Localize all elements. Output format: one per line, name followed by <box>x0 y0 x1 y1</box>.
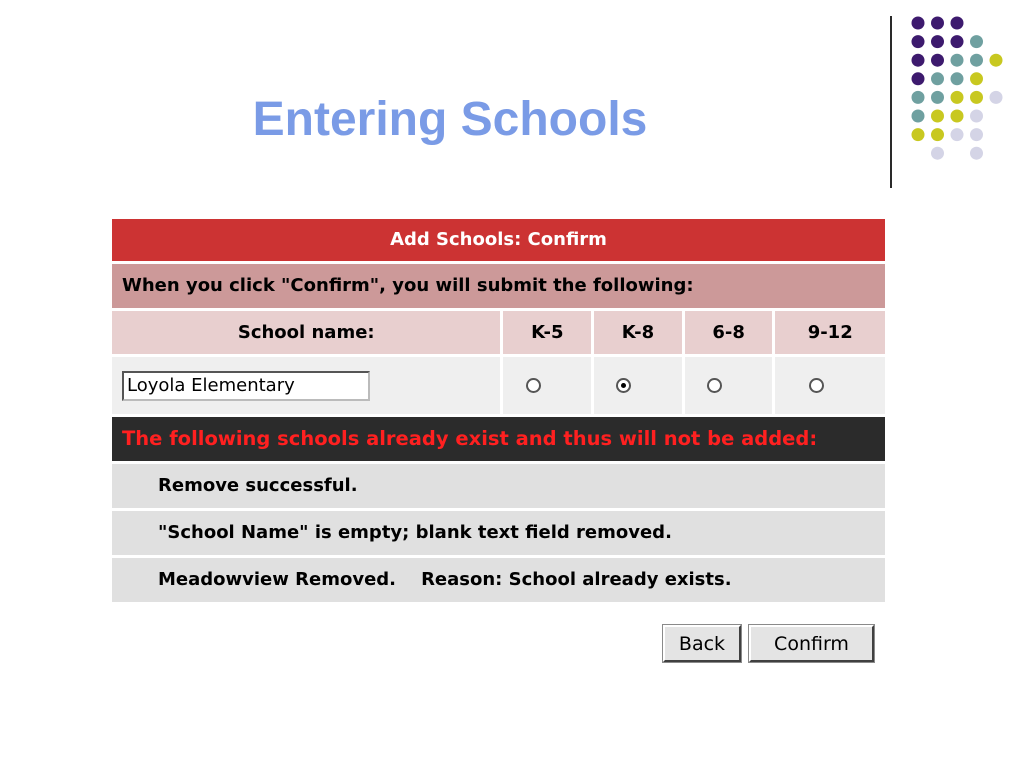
decorative-dot <box>912 91 925 104</box>
decorative-dot <box>931 91 944 104</box>
column-header-6-8: 6-8 <box>685 311 773 354</box>
school-name-input[interactable] <box>122 371 370 401</box>
confirm-button[interactable]: Confirm <box>749 625 874 662</box>
panel-header: Add Schools: Confirm <box>112 219 885 261</box>
column-header-k5: K-5 <box>503 311 591 354</box>
decorative-dot <box>912 35 925 48</box>
decorative-dot <box>931 35 944 48</box>
decorative-dot <box>990 54 1003 67</box>
decorative-dot <box>951 110 964 123</box>
decorative-dot <box>951 128 964 141</box>
decorative-dot <box>931 110 944 123</box>
school-entry-row <box>112 357 885 414</box>
existing-schools-warning: The following schools already exist and thus will not be added: <box>112 417 885 461</box>
form-actions <box>663 625 874 662</box>
decorative-dot <box>931 128 944 141</box>
decorative-dot <box>970 72 983 85</box>
decorative-dot <box>912 17 925 30</box>
decorative-dot <box>931 147 944 160</box>
decorative-dot <box>951 54 964 67</box>
column-header-school-name: School name: <box>112 311 500 354</box>
add-schools-confirm-panel <box>112 219 885 605</box>
decorative-dot <box>951 17 964 30</box>
back-button[interactable]: Back <box>663 625 741 662</box>
decorative-dot <box>970 91 983 104</box>
grade-radio-9-12[interactable] <box>809 378 824 393</box>
grade-radio-k8[interactable] <box>616 378 631 393</box>
status-message: "School Name" is empty; blank text field removed. <box>112 511 885 555</box>
decorative-dot <box>912 110 925 123</box>
intro-text: When you click "Confirm", you will submit the following: <box>112 264 885 308</box>
decorative-dot <box>912 72 925 85</box>
column-header-k8: K-8 <box>594 311 682 354</box>
decorative-dot <box>951 35 964 48</box>
status-message: Meadowview Removed. Reason: School already exists. <box>112 558 885 602</box>
decorative-dot <box>970 147 983 160</box>
decorative-dot <box>990 91 1003 104</box>
column-headers <box>112 311 885 354</box>
decorative-dot <box>912 128 925 141</box>
decorative-dot <box>912 54 925 67</box>
decorative-dot <box>970 110 983 123</box>
grade-radio-6-8[interactable] <box>707 378 722 393</box>
decorative-dot <box>951 72 964 85</box>
decorative-dot <box>970 128 983 141</box>
grade-radio-k5[interactable] <box>526 378 541 393</box>
slide-title: Entering Schools <box>252 93 648 146</box>
decorative-dot <box>970 35 983 48</box>
decorative-dot <box>931 72 944 85</box>
decorative-dot <box>931 54 944 67</box>
column-header-9-12: 9-12 <box>775 311 885 354</box>
status-message: Remove successful. <box>112 464 885 508</box>
decorative-dot <box>931 17 944 30</box>
decorative-divider-line <box>890 16 892 188</box>
decorative-dot <box>951 91 964 104</box>
decorative-dot <box>970 54 983 67</box>
